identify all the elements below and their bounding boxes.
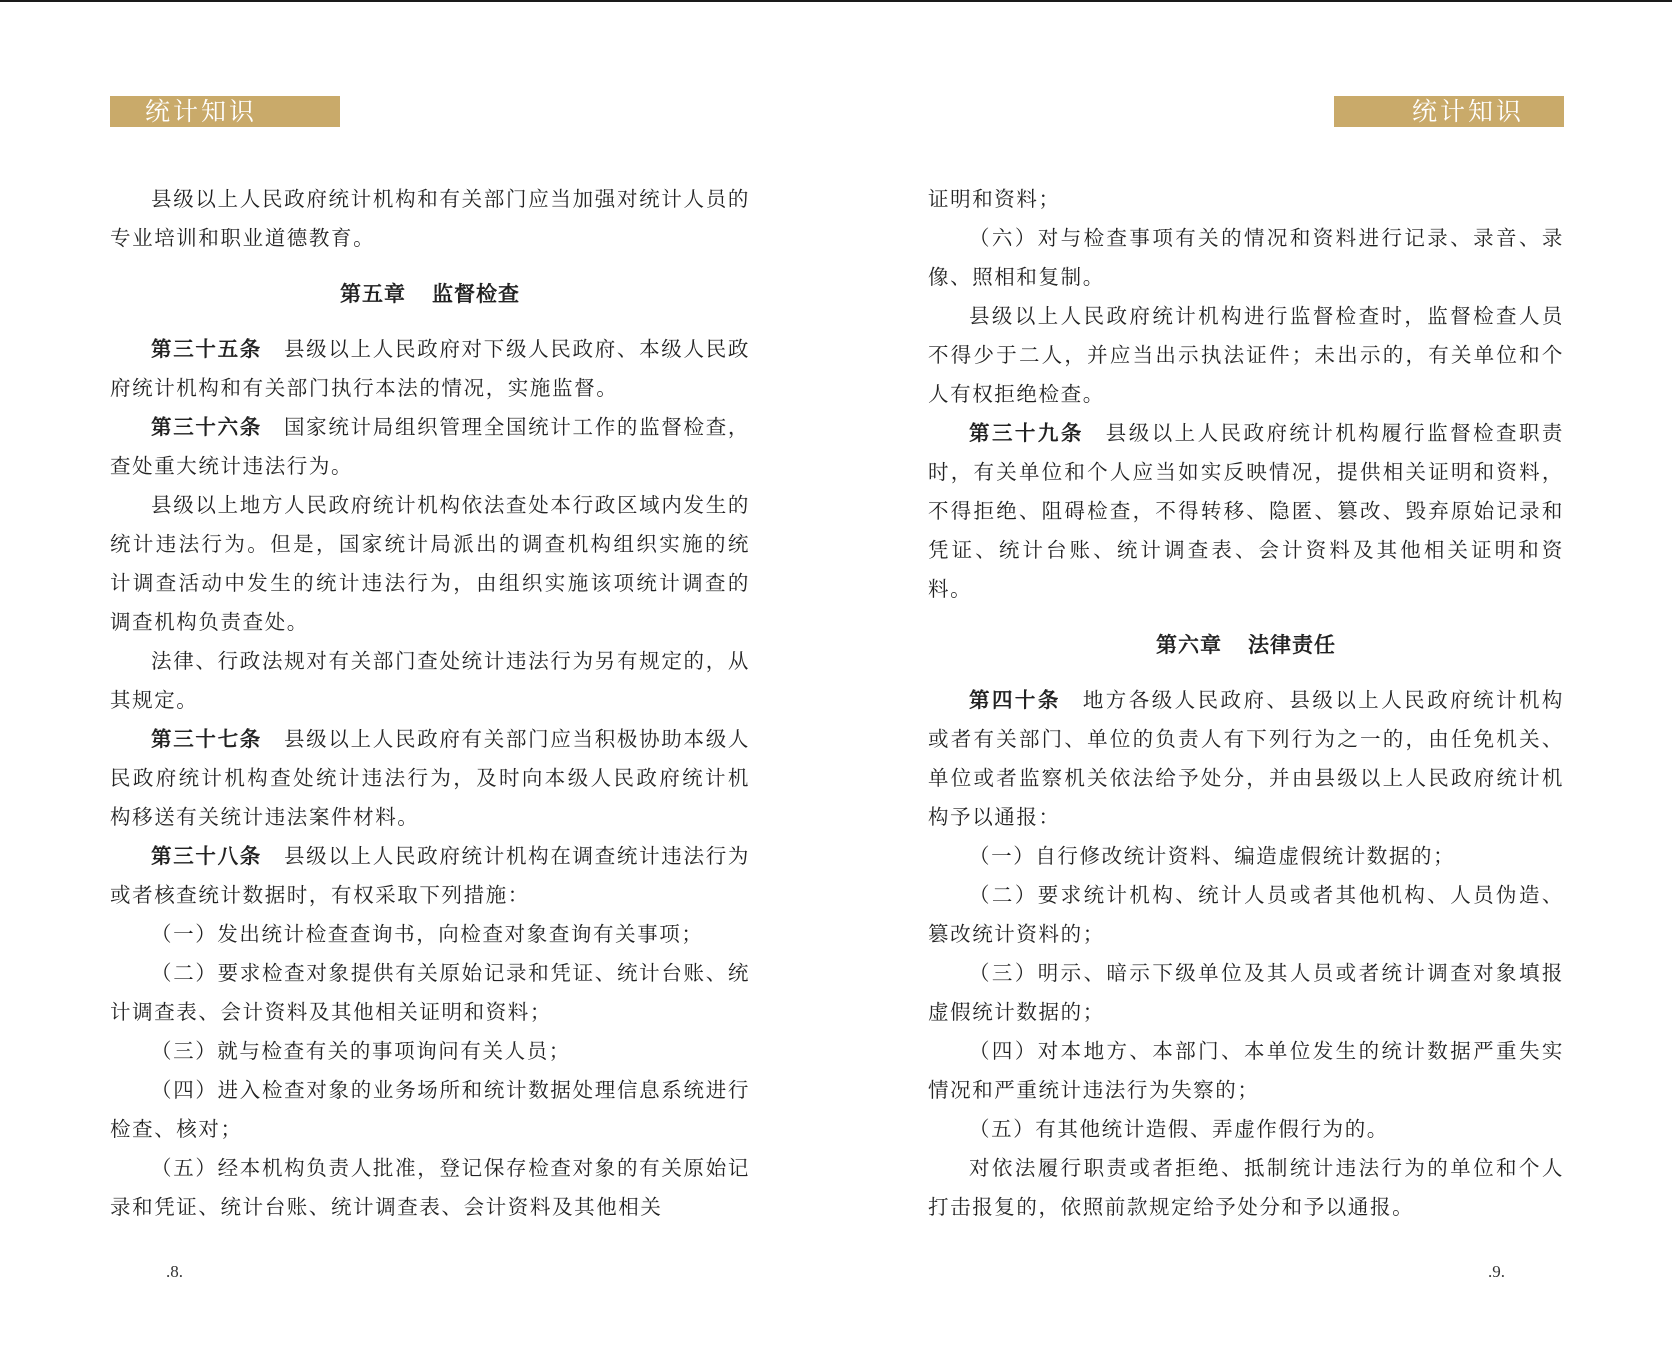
page-number-left: .8. xyxy=(166,1262,183,1281)
chapter-number: 第六章 xyxy=(1156,633,1222,657)
article-label: 第四十条 xyxy=(969,688,1061,712)
article-36 xyxy=(110,408,750,486)
chapter-number: 第五章 xyxy=(340,282,406,306)
chapter-title: 监督检查 xyxy=(432,282,520,306)
article-label: 第三十五条 xyxy=(151,337,262,361)
paragraph: 县级以上人民政府统计机构和有关部门应当加强对统计人员的专业培训和职业道德教育。 xyxy=(110,187,750,250)
article-39 xyxy=(928,414,1564,609)
continued-text: 证明和资料； xyxy=(928,187,1061,211)
article-text: 县级以上人民政府统计机构履行监督检查职责时，有关单位和个人应当如实反映情况，提供相关证明和资料，不得拒绝、阻碍检查，不得转移、隐匿、篡改、毁弃原始记录和凭证、统计台账、统计调查表、会计资料及其他相关证明和资料。 xyxy=(928,421,1565,601)
list-item: （五）有其他统计造假、弄虚作假行为的。 xyxy=(969,1117,1389,1141)
left-page-text xyxy=(110,180,750,1227)
article-38 xyxy=(110,837,750,915)
article-label: 第三十六条 xyxy=(151,415,262,439)
article-label: 第三十八条 xyxy=(151,844,262,868)
article-text: 县级以上人民政府对下级人民政府、本级人民政府统计机构和有关部门执行本法的情况，实施监督。 xyxy=(110,337,750,400)
article-label: 第三十七条 xyxy=(151,727,262,751)
article-label: 第三十九条 xyxy=(969,421,1084,445)
article-text: 地方各级人民政府、县级以上人民政府统计机构或者有关部门、单位的负责人有下列行为之一的，由任免机关、单位或者监察机关依法给予处分，并由县级以上人民政府统计机构予以通报： xyxy=(928,688,1564,829)
article-text: 国家统计局组织管理全国统计工作的监督检查，查处重大统计违法行为。 xyxy=(110,415,750,478)
section-tag-left: 统计知识 xyxy=(110,96,340,127)
paragraph: 县级以上人民政府统计机构进行监督检查时，监督检查人员不得少于二人，并应当出示执法证件；未出示的，有关单位和个人有权拒绝检查。 xyxy=(928,304,1564,406)
chapter-heading xyxy=(928,625,1564,665)
list-item: （一）发出统计检查查询书，向检查对象查询有关事项； xyxy=(151,922,704,946)
chapter-title: 法律责任 xyxy=(1248,633,1336,657)
article-40 xyxy=(928,681,1564,837)
paragraph: 对依法履行职责或者拒绝、抵制统计违法行为的单位和个人打击报复的，依照前款规定给予处分和予以通报。 xyxy=(928,1156,1564,1219)
list-item: （五）经本机构负责人批准，登记保存检查对象的有关原始记录和凭证、统计台账、统计调查表、会计资料及其他相关 xyxy=(110,1156,750,1219)
article-text: 县级以上人民政府统计机构在调查统计违法行为或者核查统计数据时，有权采取下列措施： xyxy=(110,844,750,907)
list-item: （一）自行修改统计资料、编造虚假统计数据的； xyxy=(969,844,1456,868)
list-item: （六）对与检查事项有关的情况和资料进行记录、录音、录像、照相和复制。 xyxy=(928,226,1564,289)
right-page-text xyxy=(928,180,1564,1227)
article-text: 县级以上人民政府有关部门应当积极协助本级人民政府统计机构查处统计违法行为，及时向本级人民政府统计机构移送有关统计违法案件材料。 xyxy=(110,727,750,829)
article-35 xyxy=(110,330,750,408)
left-page xyxy=(110,0,750,1353)
article-37 xyxy=(110,720,750,837)
list-item: （二）要求统计机构、统计人员或者其他机构、人员伪造、篡改统计资料的； xyxy=(928,883,1564,946)
chapter-heading xyxy=(110,274,750,314)
list-item: （二）要求检查对象提供有关原始记录和凭证、统计台账、统计调查表、会计资料及其他相关证明和资料； xyxy=(110,961,750,1024)
page-number-right: .9. xyxy=(1488,1262,1505,1281)
paragraph: 法律、行政法规对有关部门查处统计违法行为另有规定的，从其规定。 xyxy=(110,649,750,712)
section-tag-right: 统计知识 xyxy=(1334,96,1564,127)
list-item: （四）进入检查对象的业务场所和统计数据处理信息系统进行检查、核对； xyxy=(110,1078,750,1141)
list-item: （四）对本地方、本部门、本单位发生的统计数据严重失实情况和严重统计违法行为失察的； xyxy=(928,1039,1564,1102)
list-item: （三）明示、暗示下级单位及其人员或者统计调查对象填报虚假统计数据的； xyxy=(928,961,1564,1024)
paragraph: 县级以上地方人民政府统计机构依法查处本行政区域内发生的统计违法行为。但是，国家统计局派出的调查机构组织实施的统计调查活动中发生的统计违法行为，由组织实施该项统计调查的调查机构负责查处。 xyxy=(110,493,750,634)
right-page xyxy=(928,0,1564,1353)
list-item: （三）就与检查有关的事项询问有关人员； xyxy=(151,1039,571,1063)
